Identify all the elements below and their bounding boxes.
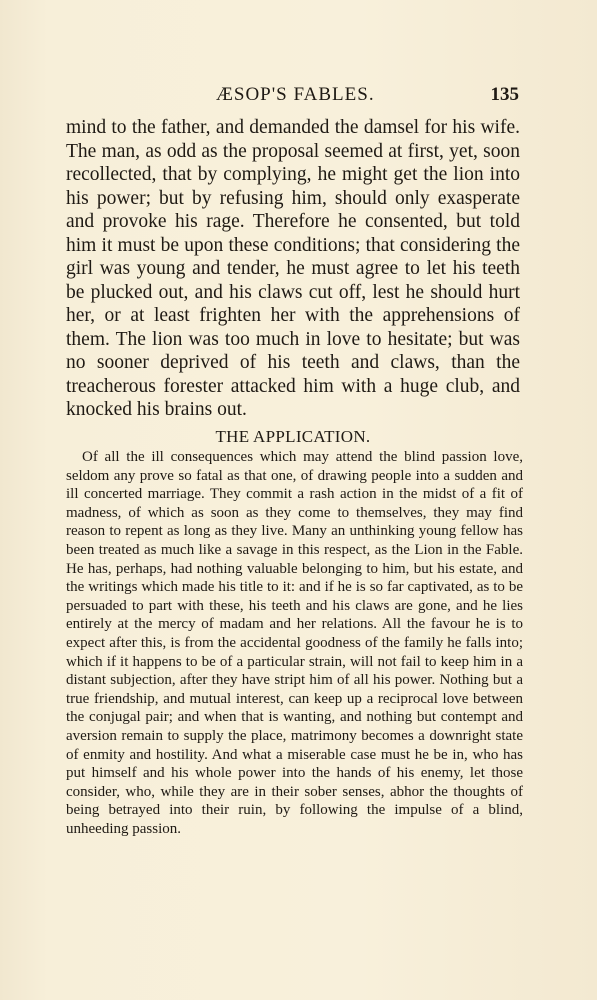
application-paragraph: Of all the ill consequences which may attend the blind passion love, seldom any prove so fatal as that one, of drawing people into a sudden and ill concerted marriage. They commit a rash action in the midst of a fit of madness, of which as soon as they come to themselves, they may find reason to repent as long as they live. Many an unthinking young fellow has been treated as much like a savage in this respect, as the Lion in the Fable. He has, perhaps, had nothing valuable belonging to him, but his estate, and the writings which made his title to it: and if he is so far captivated, as to be persuaded to part with these, his teeth and his claws are gone, and he lies entirely at the mercy of madam and her relations. All the favour he is to expect after this, is from the accidental goodness of the family he falls into; which if it happens to be of a particular strain, will not fail to keep him in a distant subjection, after they have stript him of all his power. Nothing but a true friendship, and mutual interest, can keep up a reciprocal love between the conjugal pair; and when that is wanting, and nothing but contempt and aversion remain to supply the place, matrimony becomes a downright state of enmity and hostility. And what a miserable case must he be in, who has put himself and his whole power into the hands of his enemy, let those consider, who, while they are in their sober senses, abhor the thoughts of being betrayed into their ruin, by following the impulse of a blind, unheeding passion. [66,449,523,837]
running-title: ÆSOP'S FABLES. [216,84,375,105]
page-number: 135 [490,84,519,105]
fable-paragraph: mind to the father, and demanded the damsel for his wife. The man, as odd as the proposal seemed at first, yet, soon recollected, that by complying, he might get the lion into his power; but by refusing him, should only exasperate and provoke his rage. Therefore he consented, but told him it must be upon these conditions; that considering the girl was young and tender, he must agree to let his teeth be plucked out, and his claws cut off, lest he should hurt her, or at least frighten her with the apprehensions of them. The lion was too much in love to hesitate; but was no sooner deprived of his teeth and claws, than the treacherous forester attacked him with a huge club, and knocked his brains out. [66,117,520,420]
application-heading: THE APPLICATION. [215,427,371,446]
running-head [66,84,519,106]
